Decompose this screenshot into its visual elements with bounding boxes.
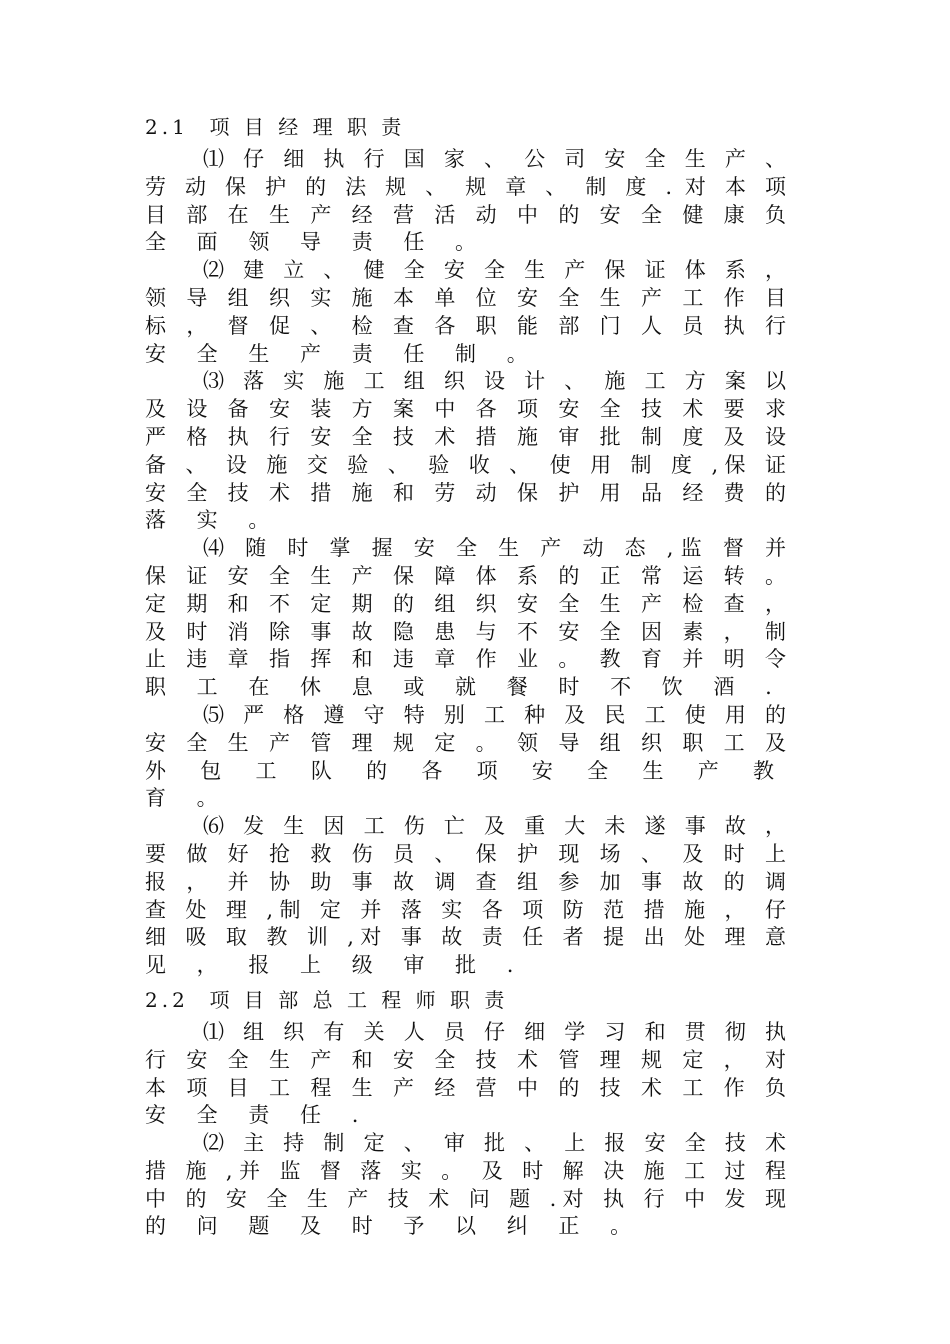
text-line: 备 、 设 施 交 验 、 验 收 、 使 用 制 度 ,保 证: [145, 452, 786, 477]
text-line: ⑴ 仔 细 执 行 国 家 、 公 司 安 全 生 产 、: [203, 147, 786, 171]
text-line: 见 ， 报 上 级 审 批 .: [145, 953, 526, 978]
text-line: 安 全 生 产 管 理 规 定 。 领 导 组 织 职 工 及: [145, 730, 786, 755]
text-line: 行 安 全 生 产 和 安 全 技 术 管 理 规 定 ， 对: [145, 1047, 786, 1072]
text-line: ⑵ 建 立 、 健 全 安 全 生 产 保 证 体 系 ，: [203, 258, 786, 283]
text-line: ⑹ 发 生 因 工 伤 亡 及 重 大 未 遂 事 故 ，: [203, 814, 786, 839]
paragraph: [145, 702, 786, 813]
text-line: 安 全 生 产 责 任 制 。: [145, 341, 540, 366]
paragraph: [145, 1130, 786, 1241]
text-line: 标 ， 督 促 、 检 查 各 职 能 部 门 人 员 执 行: [145, 313, 786, 338]
text-line: 止 违 章 指 挥 和 违 章 作 业 。 教 育 并 明 令: [145, 647, 786, 672]
text-line: ⑶ 落 实 施 工 组 织 设 计 、 施 工 方 案 以: [203, 369, 786, 394]
text-line: 职 工 在 休 息 或 就 餐 时 不 饮 酒 .: [145, 675, 784, 700]
text-line: ⑸ 严 格 遵 守 特 别 工 种 及 民 工 使 用 的: [203, 702, 786, 727]
text-line: 本 项 目 工 程 生 产 经 营 中 的 技 术 工 作 负: [145, 1075, 786, 1100]
text-line: 中 的 安 全 生 产 技 术 问 题 .对 执 行 中 发 现: [145, 1186, 786, 1211]
section-heading-2-2: 2.2 项 目 部 总 工 程 师 职 责: [145, 987, 509, 1012]
text-line: 劳 动 保 护 的 法 规 、 规 章 、 制 度 . 对 本 项: [145, 174, 786, 199]
paragraph: [145, 813, 786, 980]
text-line: 外 包 工 队 的 各 项 安 全 生 产 教 育 。: [145, 758, 786, 811]
text-line: 报 ， 并 协 助 事 故 调 查 组 参 加 事 故 的 调: [145, 869, 786, 894]
document-body: [145, 113, 786, 1241]
text-line: 领 导 组 织 实 施 本 单 位 安 全 生 产 工 作 目: [145, 285, 786, 310]
section-2-1-items: [145, 146, 786, 980]
paragraph: [145, 257, 786, 368]
paragraph: [145, 146, 786, 257]
text-line: 严 格 执 行 安 全 技 术 措 施 审 批 制 度 及 设: [145, 424, 786, 449]
text-line: 安 全 责 任 .: [145, 1103, 371, 1128]
text-line: 保 证 安 全 生 产 保 障 体 系 的 正 常 运 转 。: [145, 563, 786, 588]
text-line: 查 处 理 ,制 定 并 落 实 各 项 防 范 措 施 ， 仔: [145, 897, 786, 922]
text-line: 定 期 和 不 定 期 的 组 织 安 全 生 产 检 查 ，: [145, 591, 786, 616]
paragraph: [145, 1019, 786, 1130]
text-line: 要 做 好 抢 救 伤 员 、 保 护 现 场 、 及 时 上: [145, 841, 786, 866]
text-line: 全 面 领 导 责 任 。: [145, 230, 489, 255]
text-line: 落 实 。: [145, 508, 282, 533]
section-2-2-items: [145, 1019, 786, 1241]
section-heading-2-1: 2.1 项 目 经 理 职 责: [145, 115, 406, 139]
text-line: 的 问 题 及 时 予 以 纠 正 。: [145, 1214, 644, 1239]
paragraph: [145, 368, 786, 535]
text-line: ⑴ 组 织 有 关 人 员 仔 细 学 习 和 贯 彻 执: [203, 1019, 786, 1044]
text-line: 细 吸 取 教 训 ,对 事 故 责 任 者 提 出 处 理 意: [145, 925, 786, 950]
text-line: ⑷ 随 时 掌 握 安 全 生 产 动 态 ,监 督 并: [203, 536, 786, 561]
text-line: 及 时 消 除 事 故 隐 患 与 不 安 全 因 素 ， 制: [145, 619, 786, 644]
paragraph: [145, 535, 786, 702]
text-line: 及 设 备 安 装 方 案 中 各 项 安 全 技 术 要 求: [145, 397, 786, 422]
text-line: 目 部 在 生 产 经 营 活 动 中 的 安 全 健 康 负: [145, 202, 786, 227]
text-line: 措 施 ,并 监 督 落 实 。 及 时 解 决 施 工 过 程: [145, 1158, 786, 1183]
text-line: 安 全 技 术 措 施 和 劳 动 保 护 用 品 经 费 的: [145, 480, 786, 505]
text-line: ⑵ 主 持 制 定 、 审 批 、 上 报 安 全 技 术: [203, 1131, 786, 1156]
